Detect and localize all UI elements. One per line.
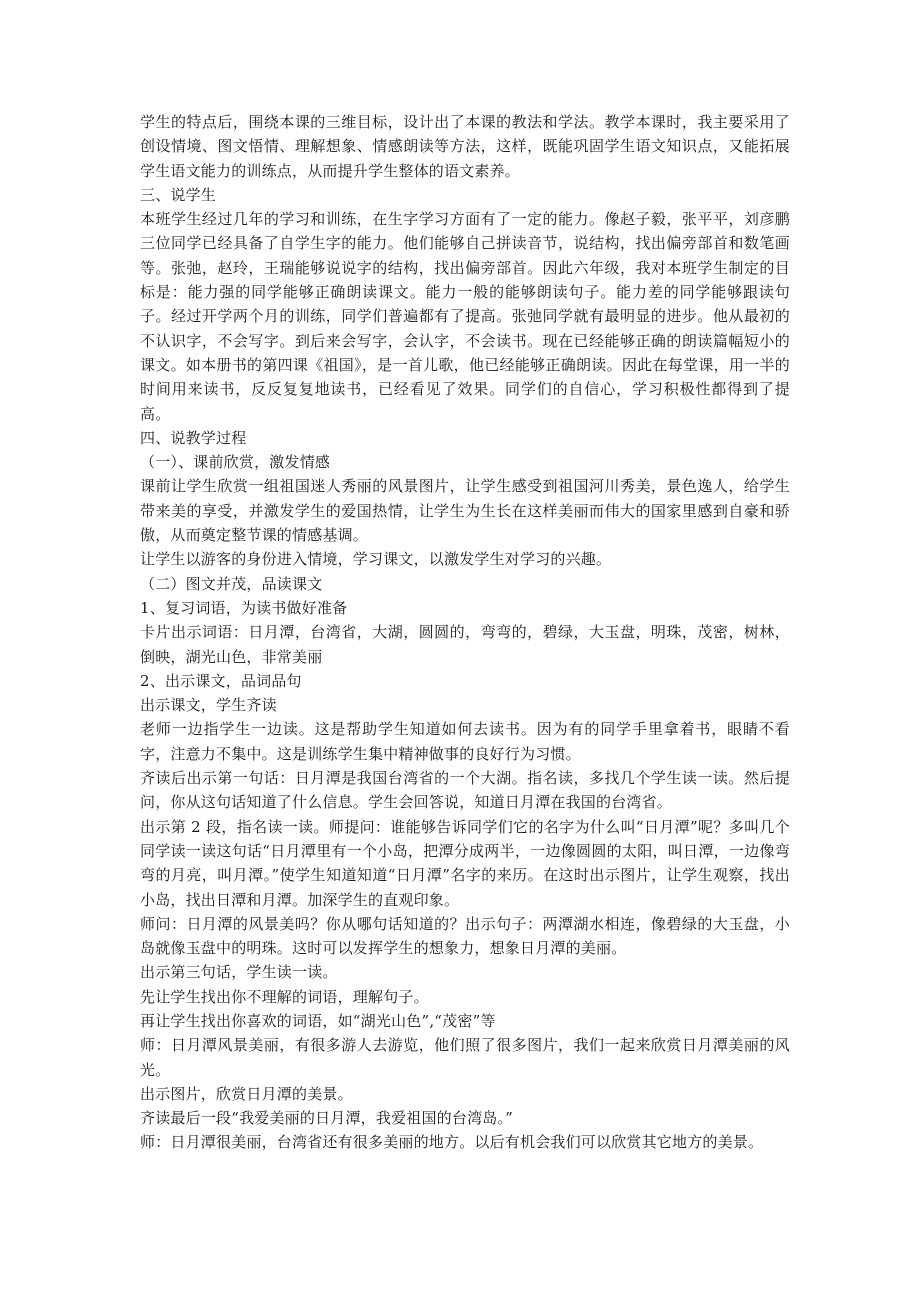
paragraph-third-sentence: 出示第三句话，学生读一读。	[140, 963, 338, 982]
paragraph-tourist-role: 让学生以游客的身份进入情境，学习课文，以激发学生对学习的兴趣。	[140, 550, 612, 569]
paragraph-favorite-words: 再让学生找出你喜欢的词语，如“湖光山色”,“茂密”等	[140, 1011, 496, 1030]
paragraph-unknown-words: 先让学生找出你不理解的词语，理解句子。	[140, 987, 429, 1006]
paragraph-closing: 师：日月潭很美丽，台湾省还有很多美丽的地方。以后有机会我们可以欣赏其它地方的美景。	[140, 1133, 764, 1152]
subheading-part-2: （二）图文并茂，品读课文	[140, 574, 323, 593]
paragraph-teacher-reading: 老师一边指学生一边读。这是帮助学生知道如何去读书。因为有的同学手里拿着书，眼睛不看字，注意力不集中。这是训练学生集中精神做事的良好行为习惯。	[140, 720, 790, 763]
paragraph-last-section: 齐读最后一段“我爱美丽的日月潭，我爱祖国的台湾岛。”	[140, 1109, 514, 1128]
step-1-heading: 1、复习词语，为读书做好准备	[140, 598, 348, 617]
paragraph-vocab-cards: 卡片出示词语：日月潭，台湾省，大湖，圆圆的，弯弯的，碧绿，大玉盘，明珠，茂密，树林，倒映，湖光山色，非常美丽	[140, 623, 790, 666]
document-page	[140, 110, 790, 1155]
paragraph-students: 本班学生经过几年的学习和训练，在生字学习方面有了一定的能力。像赵子毅，张平平，刘彦鹏三位同学已经具备了自学生字的能力。他们能够自己拼读音节，说结构，找出偏旁部首和数笔画等。张弛，赵玲，王瑞能够说说字的结构，找出偏旁部首。因此六年级，我对本班学生制定的目标是：能力强的同学能够正确朗读课文。能力一般的能够朗读句子。能力差的同学能够跟读句子。经过开学两个月的训练，同学们普遍都有了提高。张弛同学就有最明显的进步。他从最初的不认识字，不会写字。到后来会写字，会认字，不会读书。现在已经能够正确的朗读篇幅短小的课文。如本册书的第四课《祖国》，是一首儿歌，他已经能够正确朗读。因此在每堂课，用一半的时间用来读书，反反复复地读书，已经看见了效果。同学们的自信心，学习积极性都得到了提高。	[140, 210, 790, 423]
paragraph-intro-methods: 学生的特点后，围绕本课的三维目标，设计出了本课的教法和学法。教学本课时，我主要采用了创设情境、图文悟情、理解想象、情感朗读等方法，这样，既能巩固学生语文知识点，又能拓展学生语文能力的训练点，从而提升学生整体的语文素养。	[140, 113, 790, 180]
paragraph-second-section: 出示第 2 段，指名读一读。师提问：谁能够告诉同学们它的名字为什么叫“日月潭”呢？多叫几个同学读一读这句话“日月潭里有一个小岛，把潭分成两半，一边像圆圆的太阳，叫日潭，一边像弯弯的月亮，叫月潭。”使学生知道知道“日月潭”名字的来历。在这时出示图片，让学生观察，找出小岛，找出日潭和月潭。加深学生的直观印象。	[140, 817, 790, 909]
step-2-heading: 2、出示课文，品词品句	[140, 671, 302, 690]
paragraph-show-text: 出示课文，学生齐读	[140, 696, 277, 715]
paragraph-teacher-question: 师问：日月潭的风景美吗？你从哪句话知道的？出示句子：两潭湖水相连，像碧绿的大玉盘，小岛就像玉盘中的明珠。这时可以发挥学生的想象力，想象日月潭的美丽。	[140, 914, 790, 958]
paragraph-pre-class: 课前让学生欣赏一组祖国迷人秀丽的风景图片，让学生感受到祖国河川秀美，景色逸人，给学生带来美的享受，并激发学生的爱国热情，让学生为生长在这样美丽而伟大的国家里感到自豪和骄傲，从而奠定整节课的情感基调。	[140, 477, 790, 545]
heading-section-3: 三、说学生	[140, 185, 217, 204]
heading-section-4: 四、说教学过程	[140, 428, 247, 447]
paragraph-show-pictures: 出示图片，欣赏日月潭的美景。	[140, 1084, 353, 1103]
subheading-part-1: （一）、课前欣赏，激发情感	[140, 453, 331, 472]
paragraph-first-sentence: 齐读后出示第一句话：日月潭是我国台湾省的一个大湖。指名读，多找几个学生读一读。然后提问，你从这句话知道了什么信息。学生会回答说，知道日月潭在我国的台湾省。	[140, 769, 790, 812]
paragraph-scenery: 师：日月潭风景美丽，有很多游人去游览，他们照了很多图片，我们一起来欣赏日月潭美丽的风光。	[140, 1036, 790, 1079]
